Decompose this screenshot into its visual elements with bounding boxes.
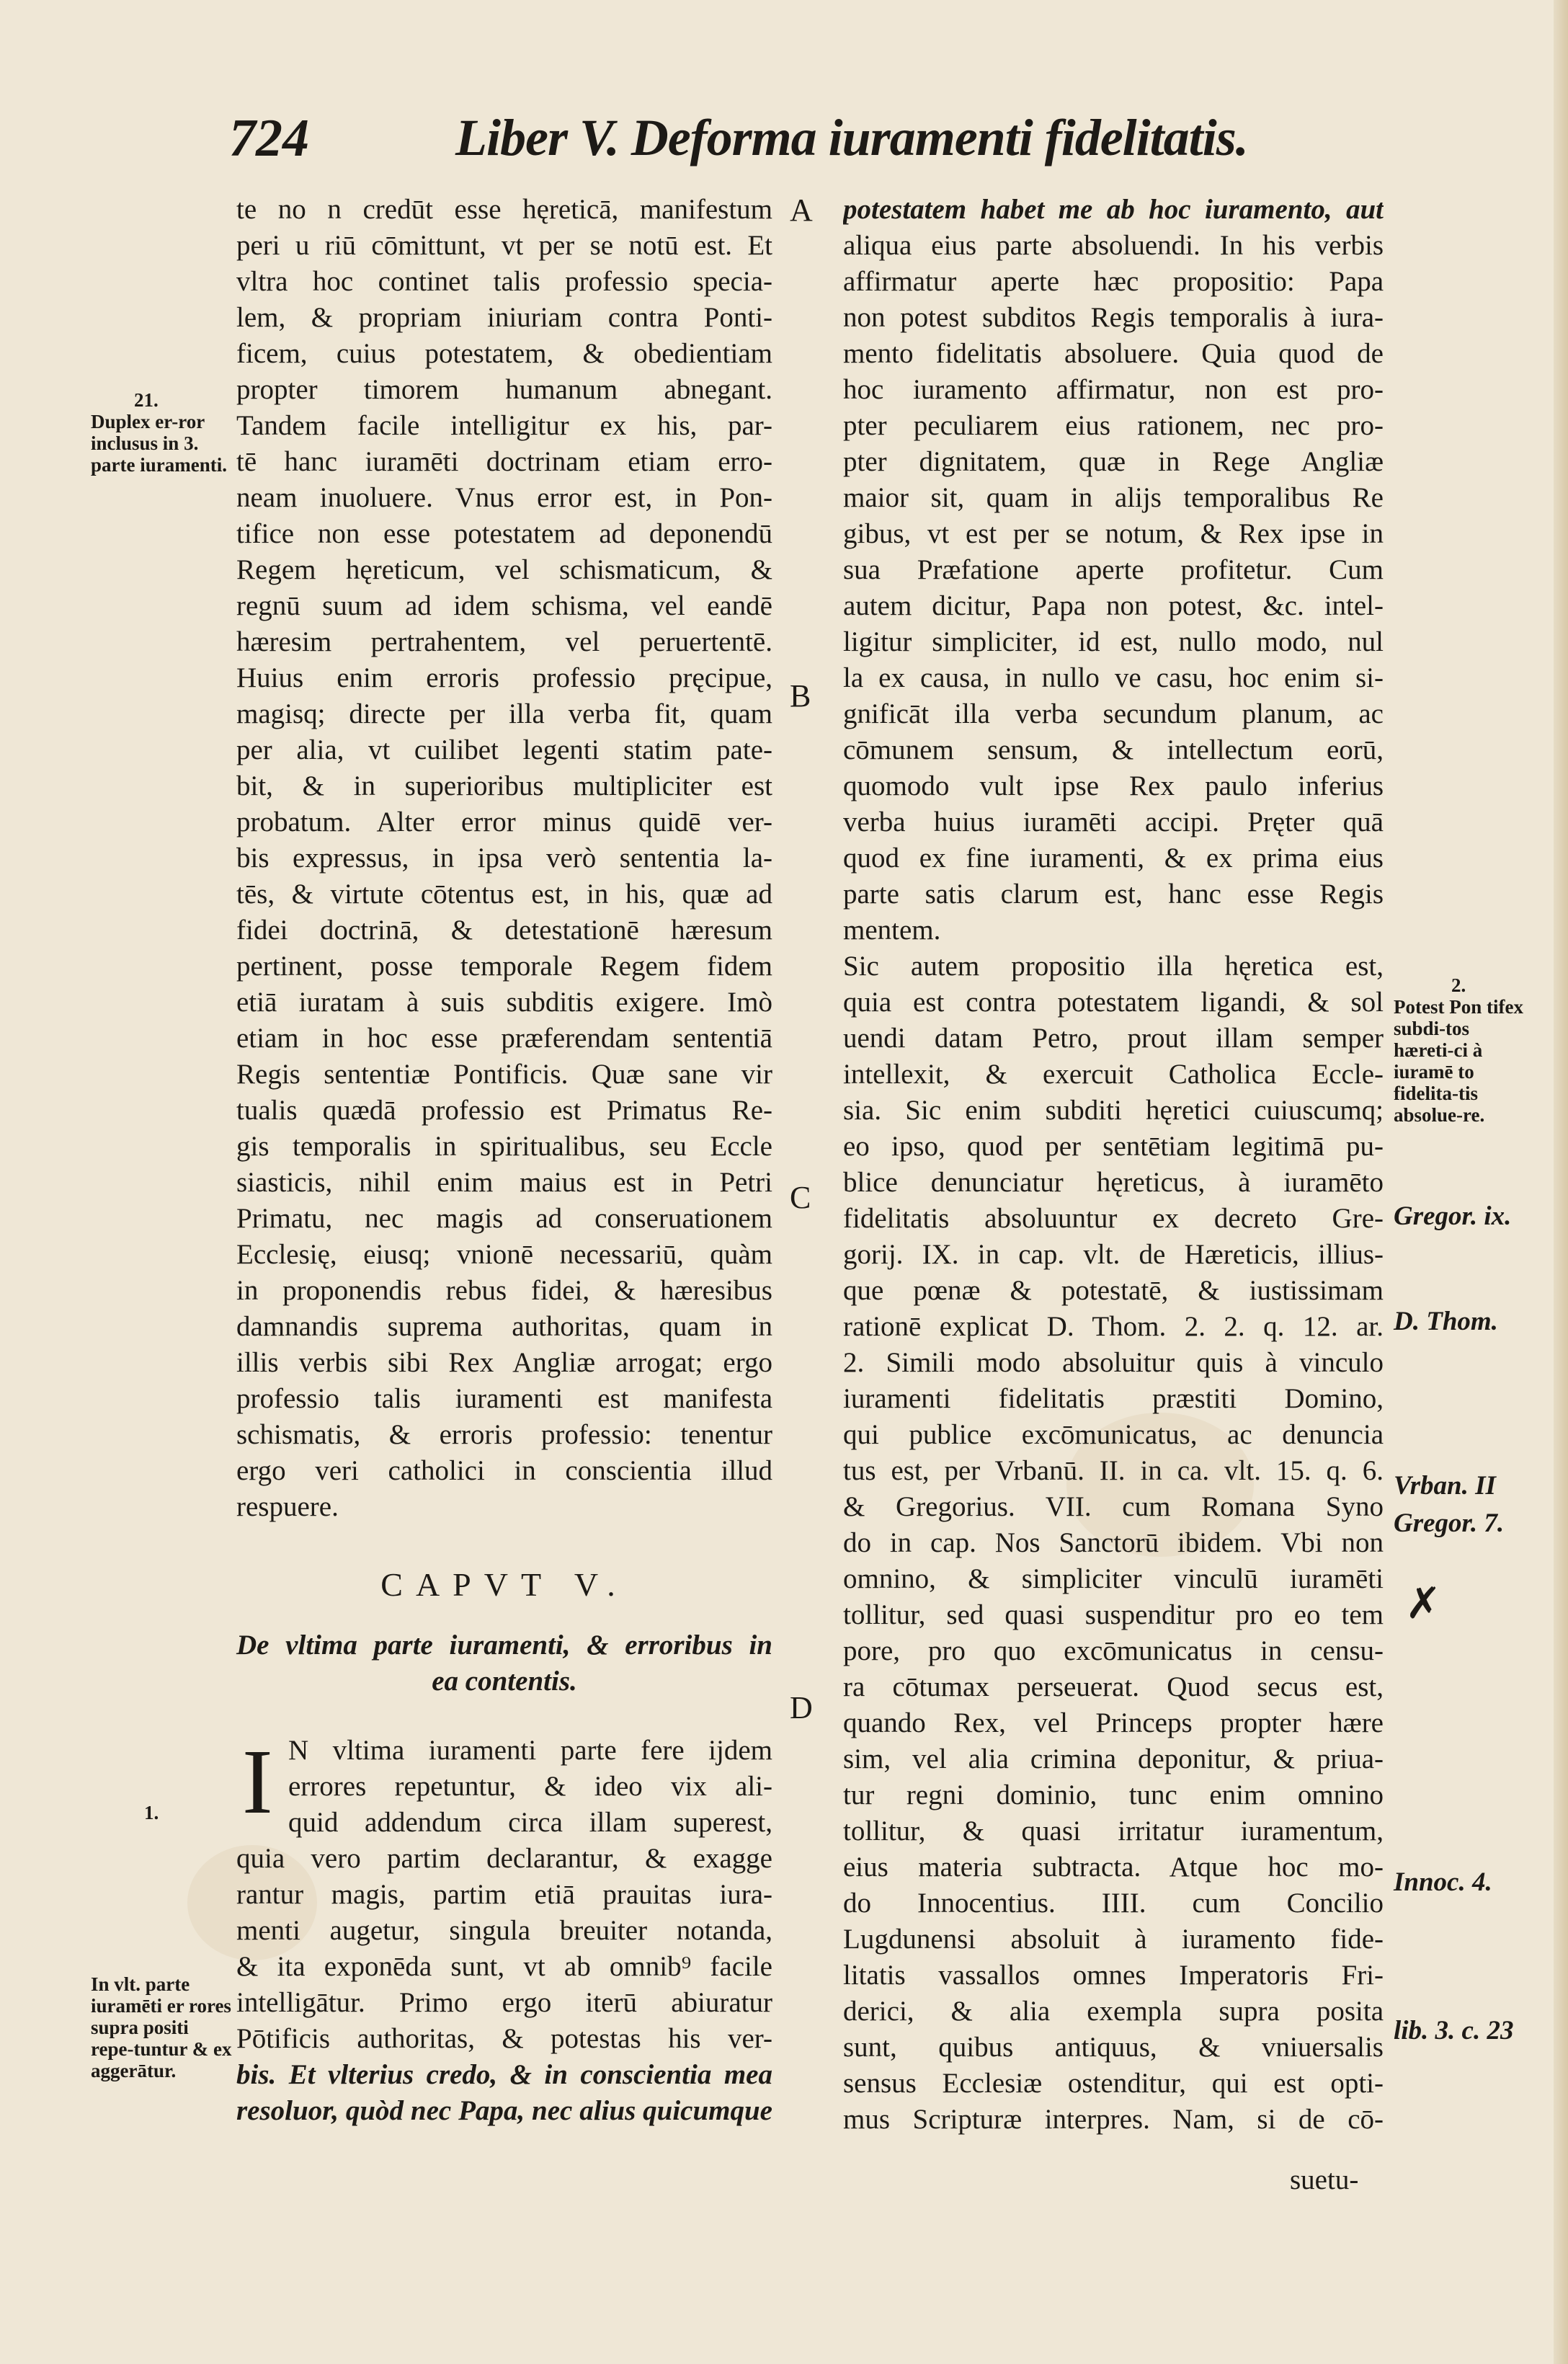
text-line: do Innocentius. IIII. cum Concilio (843, 1888, 1384, 1919)
chapter-subtitle-line1: De vltima parte iuramenti, & erroribus in (236, 1630, 772, 1661)
text-line: neam inuoluere. Vnus error est, in Pon- (236, 482, 772, 513)
section-letter-b: B (790, 678, 811, 714)
margin-note-21 (91, 389, 228, 476)
text-line: iuramenti fidelitatis præstiti Domino, (843, 1383, 1384, 1414)
margin-ref-innoc: Innoc. 4. (1394, 1867, 1492, 1897)
text-line: errores repetuntur, & ideo vix ali- (288, 1771, 772, 1802)
text-line: tifice non esse potestatem ad deponendū (236, 518, 772, 549)
margin-ref-vrban: Vrban. II (1394, 1471, 1496, 1501)
text-line: & ita exponēda sunt, vt ab omnib⁹ facile (236, 1951, 772, 1982)
text-line: verba huius iuramēti accipi. Pręter quā (843, 806, 1384, 837)
text-line: do in cap. Nos Sanctorū ibidem. Vbi non (843, 1527, 1384, 1558)
text-line: gnificāt illa verba secundum planum, ac (843, 698, 1384, 729)
text-line: affirmatur aperte hæc propositio: Papa (843, 266, 1384, 297)
text-line: non potest subditos Regis temporalis à iura- (843, 302, 1384, 333)
text-line: qui publice excōmunicatus, ac denuncia (843, 1419, 1384, 1450)
text-line: peri u riū cōmittunt, vt per se notū est. Et (236, 230, 772, 261)
left-text-before-heading (236, 192, 772, 1525)
text-line: illis verbis sibi Rex Angliæ arrogat; ergo (236, 1347, 772, 1378)
chapter-heading: CAPVT V. (380, 1566, 628, 1603)
right-column (843, 192, 1384, 2138)
text-line: menti augetur, singula breuiter notanda, (236, 1915, 772, 1946)
text-line: parte satis clarum est, hanc esse Regis (843, 879, 1384, 910)
page-number: 724 (229, 109, 309, 168)
text-line: ficem, cuius potestatem, & obedientiam (236, 338, 772, 369)
text-line: schismatis, & erroris professio: tenentur (236, 1419, 772, 1450)
text-line: 2. Simili modo absoluitur quis à vinculo (843, 1347, 1384, 1378)
text-line: pter peculiarem eius rationem, nec pro- (843, 410, 1384, 441)
margin-ref-lib: lib. 3. c. 23 (1394, 2016, 1514, 2045)
text-line: magisq; directe per illa verba fit, quam (236, 698, 772, 729)
text-line: sua Præfatione aperte profitetur. Cum (843, 554, 1384, 585)
text-line: Lugdunensi absoluit à iuramento fide- (843, 1924, 1384, 1955)
text-line: quod ex fine iuramenti, & ex prima eius (843, 843, 1384, 874)
margin-note-number: 21. (134, 389, 159, 411)
text-line: rantur magis, partim etiā prauitas iura- (236, 1879, 772, 1910)
text-line: gibus, vt est per se notum, & Rex ipse in (843, 518, 1384, 549)
text-line: sunt, quibus antiquus, & vniuersalis (843, 2032, 1384, 2063)
catchword: suetu- (1290, 2164, 1359, 2195)
text-line: bis expressus, in ipsa verò sententia la- (236, 843, 772, 874)
text-line: Regem hęreticum, vel schismaticum, & (236, 554, 772, 585)
text-line: hæresim pertrahentem, vel peruertentē. (236, 626, 772, 657)
margin-ref-d-thom: D. Thom. (1394, 1307, 1498, 1336)
chapter-body (236, 1730, 772, 2129)
section-letter-c: C (790, 1180, 811, 1215)
text-line: pore, pro quo excōmunicatus in censu- (843, 1635, 1384, 1666)
text-line: sia. Sic enim subditi hęretici cuiuscumq; (843, 1095, 1384, 1126)
text-line: maior sit, quam in alijs temporalibus Re (843, 482, 1384, 513)
drop-cap: I (242, 1730, 273, 1833)
text-line: Huius enim erroris professio pręcipue, (236, 662, 772, 693)
running-title: Liber V. Deforma iuramenti fidelitatis. (455, 109, 1248, 166)
text-line: litatis vassallos omnes Imperatoris Fri- (843, 1960, 1384, 1991)
margin-note-last-part (91, 1973, 235, 2081)
text-line: pter dignitatem, quæ in Rege Angliæ (843, 446, 1384, 477)
text-line: probatum. Alter error minus quidē ver- (236, 806, 772, 837)
text-line: intellexit, & exercuit Catholica Eccle- (843, 1059, 1384, 1090)
text-line: quando Rex, vel Princeps propter hære (843, 1707, 1384, 1738)
text-line: Regis sententiæ Pontificis. Quæ sane vir (236, 1059, 772, 1090)
text-line: quia est contra potestatem ligandi, & sol (843, 987, 1384, 1018)
text-line: per alia, vt cuilibet legenti statim pate- (236, 734, 772, 765)
margin-ref-gregor-7: Gregor. 7. (1394, 1508, 1505, 1538)
text-line: & Gregorius. VII. cum Romana Syno (843, 1491, 1384, 1522)
text-line: te no n credūt esse hęreticā, manifestum (236, 194, 772, 225)
text-line: gis temporalis in spiritualibus, seu Eccle (236, 1131, 772, 1162)
text-line: la ex causa, in nullo ve casu, hoc enim si- (843, 662, 1384, 693)
text-line: eo ipso, quod per sentētiam legitimā pu- (843, 1131, 1384, 1162)
text-line: hoc iuramento affirmatur, non est pro- (843, 374, 1384, 405)
text-line: tollitur, sed quasi suspenditur pro eo tem (843, 1599, 1384, 1630)
text-line: eius materia subtracta. Atque hoc mo- (843, 1852, 1384, 1883)
section-letter-a: A (790, 192, 813, 228)
text-line: omnino, & simpliciter vinculū iuramēti (843, 1563, 1384, 1594)
text-line: tualis quædā professio est Primatus Re- (236, 1095, 772, 1126)
text-line: autem dicitur, Papa non potest, &c. intel- (843, 590, 1384, 621)
text-line: damnandis suprema authoritas, quam in (236, 1311, 772, 1342)
text-line: professio talis iuramenti est manifesta (236, 1383, 772, 1414)
text-line: Pōtificis authoritas, & potestas his ver- (236, 2023, 772, 2054)
left-text-after-heading (236, 1730, 772, 2129)
text-line: regnū suum ad idem schisma, vel eandē (236, 590, 772, 621)
margin-note-text: Potest Pon tifex subdi-tos hæreti-ci à iuramē to fidelita-tis absolue-re. (1394, 996, 1523, 1126)
margin-note-text: In vlt. parte iuramēti er rores supra positi repe-tuntur & ex aggerātur. (91, 1973, 232, 2081)
text-line: uendi datam Petro, prout illam semper (843, 1023, 1384, 1054)
text-line: bit, & in superioribus multipliciter est (236, 770, 772, 801)
text-line: mentem. (843, 915, 941, 946)
text-line: propter timorem humanum abnegant. (236, 374, 772, 405)
margin-note-number: 1. (144, 1802, 159, 1823)
text-line: Ecclesię, eiusq; vnionē necessariū, quàm (236, 1239, 772, 1270)
text-line: ligitur simpliciter, id est, nullo modo, nul (843, 626, 1384, 657)
left-column (236, 192, 772, 2129)
text-line: rationē explicat D. Thom. 2. 2. q. 12. ar. (843, 1311, 1384, 1342)
text-line: respuere. (236, 1491, 339, 1522)
text-line: Primatu, nec magis ad conseruationem (236, 1203, 772, 1234)
text-line: aliqua eius parte absoluendi. In his verbis (843, 230, 1384, 261)
text-line: intelligātur. Primo ergo iterū abiuratur (236, 1987, 772, 2018)
margin-note-text: Duplex er-ror inclusus in 3. parte iuramenti. (91, 411, 227, 476)
text-line: siasticis, nihil enim maius est in Petri (236, 1167, 772, 1198)
text-line: quid addendum circa illam superest, (288, 1807, 772, 1838)
text-line: potestatem habet me ab hoc iuramento, aut (843, 194, 1384, 225)
text-line: in proponendis rebus fidei, & hæresibus (236, 1275, 772, 1306)
text-line: gorij. IX. in cap. vlt. de Hæreticis, illius- (843, 1239, 1384, 1270)
text-line: tus est, per Vrbanū. II. in ca. vlt. 15. q. 6. (843, 1455, 1384, 1486)
text-line: quia vero partim declarantur, & exagge (236, 1843, 772, 1874)
text-line: quomodo vult ipse Rex paulo inferius (843, 770, 1384, 801)
text-line: sensus Ecclesiæ ostenditur, qui est opti- (843, 2068, 1384, 2099)
text-line: derici, & alia exempla supra posita (843, 1996, 1384, 2027)
margin-note-2 (1394, 974, 1523, 1126)
right-text (843, 192, 1384, 2138)
text-line: pertinent, posse temporale Regem fidem (236, 951, 772, 982)
text-line: Sic autem propositio illa hęretica est, (843, 951, 1384, 982)
text-line: ra cōtumax perseuerat. Quod secus est, (843, 1671, 1384, 1702)
margin-note-number: 2. (1451, 974, 1466, 996)
text-line: vltra hoc continet talis professio specia- (236, 266, 772, 297)
text-line: blice denunciatur hęreticus, à iuramēto (843, 1167, 1384, 1198)
text-line: cōmunem sensum, & intellectum eorū, (843, 734, 1384, 765)
page-header (0, 108, 1568, 173)
text-line: que pœnæ & potestatē, & iustissimam (843, 1275, 1384, 1306)
text-line: tur regni dominio, tunc enim omnino (843, 1779, 1384, 1810)
text-line: bis. Et vlterius credo, & in conscientia mea (236, 2059, 772, 2090)
page-edge (1554, 0, 1568, 2364)
text-line: ergo veri catholici in conscientia illud (236, 1455, 772, 1486)
handwritten-mark: ✗ (1405, 1580, 1442, 1627)
text-line: tollitur, & quasi irritatur iuramentum, (843, 1816, 1384, 1847)
text-line: mento fidelitatis absoluere. Quia quod de (843, 338, 1384, 369)
text-line: etiā iuratam à suis subditis exigere. Imò (236, 987, 772, 1018)
margin-note-1 (91, 1802, 228, 1823)
text-line: resoluor, quòd nec Papa, nec alius quicumque (236, 2095, 772, 2126)
text-line: tēs, & virtute cōtentus est, in his, quæ ad (236, 879, 772, 910)
text-line: fidelitatis absoluuntur ex decreto Gre- (843, 1203, 1384, 1234)
text-line: fidei doctrinā, & detestationē hæresum (236, 915, 772, 946)
text-line: sim, vel alia crimina deponitur, & priua- (843, 1743, 1384, 1774)
text-line: lem, & propriam iniuriam contra Ponti- (236, 302, 772, 333)
text-line: Tandem facile intelligitur ex his, par- (236, 410, 772, 441)
text-line: etiam in hoc esse præferendam sententiā (236, 1023, 772, 1054)
text-line: mus Scripturæ interpres. Nam, si de cō- (843, 2104, 1384, 2135)
text-line: N vltima iuramenti parte fere ijdem (288, 1735, 772, 1766)
text-line: tē hanc iuramēti doctrinam etiam erro- (236, 446, 772, 477)
margin-ref-gregor-ix: Gregor. ix. (1394, 1201, 1512, 1231)
section-letter-d: D (790, 1690, 813, 1725)
chapter-subtitle-line2: ea contentis. (432, 1666, 577, 1697)
